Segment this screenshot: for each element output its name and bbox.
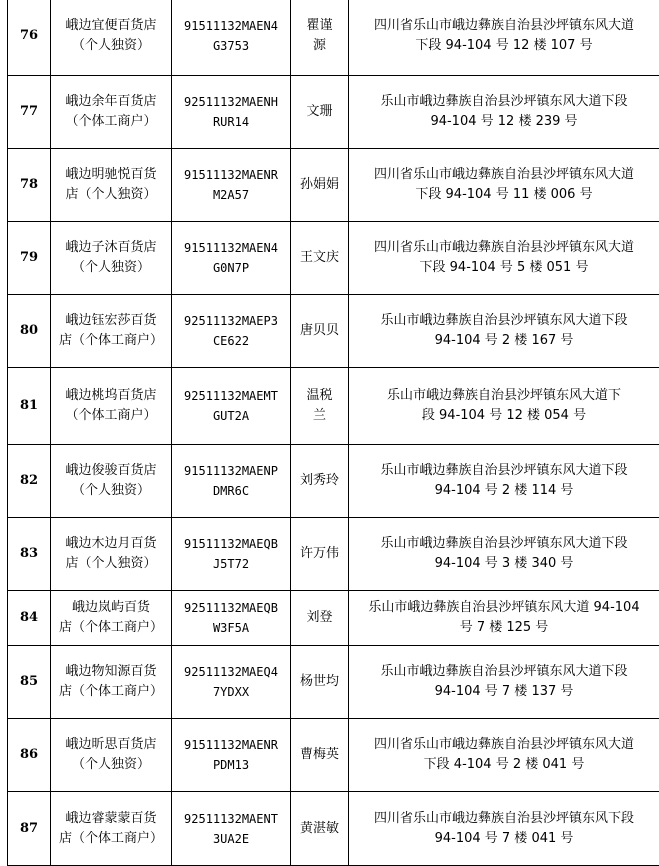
store-name <box>51 222 172 295</box>
credit-code-line: 91511132MAEN4 <box>175 16 287 36</box>
store-address-line: 四川省乐山市峨边彝族自治县沙坪镇东风大道 <box>353 238 655 258</box>
operator-name-line: 刘秀玲 <box>294 471 345 491</box>
row-number: 86 <box>8 719 51 792</box>
credit-code <box>172 646 291 719</box>
store-address-line: 四川省乐山市峨边彝族自治县沙坪镇东风大道 <box>353 16 655 36</box>
table-row <box>8 295 659 368</box>
credit-code <box>172 222 291 295</box>
store-address-line: 94-104 号 7 楼 041 号 <box>353 829 655 849</box>
credit-code-line: 91511132MAENR <box>175 735 287 755</box>
store-name-line: 峨边睿蒙蒙百货 <box>54 809 168 829</box>
store-address-line: 94-104 号 7 楼 137 号 <box>353 682 655 702</box>
credit-code-line: J5T72 <box>175 554 287 574</box>
store-name-line: （个人独资） <box>54 481 168 501</box>
operator-name <box>291 222 349 295</box>
store-name-line: 峨边岚屿百货 <box>54 598 168 618</box>
table-row <box>8 518 659 591</box>
store-address <box>349 149 659 222</box>
credit-code-line: 92511132MAEQB <box>175 598 287 618</box>
row-number: 82 <box>8 445 51 518</box>
operator-name <box>291 719 349 792</box>
store-name-line: 峨边宜便百货店 <box>54 16 168 36</box>
store-address-line: 四川省乐山市峨边彝族自治县沙坪镇东风下段 <box>353 809 655 829</box>
store-name <box>51 445 172 518</box>
credit-code <box>172 518 291 591</box>
store-address-line: 94-104 号 2 楼 167 号 <box>353 331 655 351</box>
table-row <box>8 222 659 295</box>
table-row <box>8 368 659 445</box>
store-address-line: 乐山市峨边彝族自治县沙坪镇东风大道下 <box>353 386 655 406</box>
store-address-line: 下段 4-104 号 2 楼 041 号 <box>353 755 655 775</box>
credit-code-line: 91511132MAEN4 <box>175 238 287 258</box>
store-address <box>349 76 659 149</box>
operator-name-line: 兰 <box>294 406 345 426</box>
row-number: 79 <box>8 222 51 295</box>
operator-name-line: 瞿谨 <box>294 16 345 36</box>
store-name <box>51 646 172 719</box>
credit-code-line: W3F5A <box>175 618 287 638</box>
store-name-line: 峨边昕思百货店 <box>54 735 168 755</box>
credit-code-line: G0N7P <box>175 258 287 278</box>
operator-name-line: 杨世均 <box>294 672 345 692</box>
operator-name <box>291 295 349 368</box>
store-address <box>349 792 659 866</box>
operator-name-line: 唐贝贝 <box>294 321 345 341</box>
credit-code <box>172 719 291 792</box>
credit-code-line: GUT2A <box>175 406 287 426</box>
store-address-line: 乐山市峨边彝族自治县沙坪镇东风大道下段 <box>353 662 655 682</box>
operator-name-line: 黄湛敏 <box>294 819 345 839</box>
table-row <box>8 0 659 76</box>
store-address-line: 号 7 楼 125 号 <box>353 618 655 638</box>
store-address-line: 下段 94-104 号 12 楼 107 号 <box>353 36 655 56</box>
operator-name <box>291 792 349 866</box>
row-number: 78 <box>8 149 51 222</box>
table-row <box>8 149 659 222</box>
operator-name <box>291 591 349 646</box>
store-name-line: 店（个体工商户） <box>54 682 168 702</box>
row-number: 87 <box>8 792 51 866</box>
store-address <box>349 445 659 518</box>
credit-code-line: 92511132MAENH <box>175 92 287 112</box>
store-name <box>51 149 172 222</box>
store-name-line: 店（个人独资） <box>54 185 168 205</box>
credit-code <box>172 368 291 445</box>
store-name <box>51 295 172 368</box>
operator-name-line: 文珊 <box>294 102 345 122</box>
credit-code-line: 91511132MAENR <box>175 165 287 185</box>
store-name <box>51 518 172 591</box>
table-row <box>8 76 659 149</box>
credit-code-line: 92511132MAEQ4 <box>175 662 287 682</box>
store-name-line: 峨边钰宏莎百货 <box>54 311 168 331</box>
operator-name <box>291 0 349 76</box>
store-name-line: （个体工商户） <box>54 406 168 426</box>
credit-code <box>172 76 291 149</box>
store-name <box>51 792 172 866</box>
credit-code-line: DMR6C <box>175 481 287 501</box>
operator-name-line: 源 <box>294 36 345 56</box>
credit-code <box>172 591 291 646</box>
operator-name-line: 王文庆 <box>294 248 345 268</box>
store-name <box>51 591 172 646</box>
store-name <box>51 76 172 149</box>
operator-name <box>291 445 349 518</box>
operator-name <box>291 368 349 445</box>
table-row <box>8 719 659 792</box>
store-address <box>349 0 659 76</box>
store-name-line: （个体工商户） <box>54 112 168 132</box>
store-name-line: 店（个体工商户） <box>54 618 168 638</box>
table-row <box>8 445 659 518</box>
store-name-line: （个人独资） <box>54 36 168 56</box>
credit-code-line: PDM13 <box>175 755 287 775</box>
store-name-line: 峨边物知源百货 <box>54 662 168 682</box>
store-address-line: 下段 94-104 号 11 楼 006 号 <box>353 185 655 205</box>
credit-code-line: 92511132MAEMT <box>175 386 287 406</box>
row-number: 80 <box>8 295 51 368</box>
operator-name <box>291 646 349 719</box>
store-address-line: 四川省乐山市峨边彝族自治县沙坪镇东风大道 <box>353 735 655 755</box>
credit-code-line: CE622 <box>175 331 287 351</box>
store-name-line: （个人独资） <box>54 755 168 775</box>
operator-name <box>291 76 349 149</box>
table-row <box>8 591 659 646</box>
credit-code <box>172 295 291 368</box>
credit-code-line: 91511132MAEQB <box>175 534 287 554</box>
row-number: 77 <box>8 76 51 149</box>
operator-name-line: 孙娟娟 <box>294 175 345 195</box>
credit-code-line: 91511132MAENP <box>175 461 287 481</box>
store-name-line: 峨边余年百货店 <box>54 92 168 112</box>
store-name-line: （个人独资） <box>54 258 168 278</box>
store-address <box>349 719 659 792</box>
operator-name-line: 曹梅英 <box>294 745 345 765</box>
store-name-line: 峨边明驰悦百货 <box>54 165 168 185</box>
store-address-line: 乐山市峨边彝族自治县沙坪镇东风大道下段 <box>353 92 655 112</box>
credit-code-line: M2A57 <box>175 185 287 205</box>
store-address-line: 94-104 号 12 楼 239 号 <box>353 112 655 132</box>
table-row <box>8 646 659 719</box>
store-name <box>51 0 172 76</box>
store-address-line: 乐山市峨边彝族自治县沙坪镇东风大道下段 <box>353 461 655 481</box>
store-address-line: 乐山市峨边彝族自治县沙坪镇东风大道下段 <box>353 534 655 554</box>
store-address-line: 乐山市峨边彝族自治县沙坪镇东风大道下段 <box>353 311 655 331</box>
store-address-line: 乐山市峨边彝族自治县沙坪镇东风大道 94-104 <box>353 598 655 618</box>
credit-code <box>172 445 291 518</box>
registry-table <box>7 0 659 866</box>
store-address <box>349 518 659 591</box>
store-name-line: 店（个体工商户） <box>54 331 168 351</box>
row-number: 84 <box>8 591 51 646</box>
store-name-line: 峨边俊骏百货店 <box>54 461 168 481</box>
store-name-line: 峨边桃坞百货店 <box>54 386 168 406</box>
row-number: 83 <box>8 518 51 591</box>
operator-name <box>291 518 349 591</box>
credit-code-line: 92511132MAEP3 <box>175 311 287 331</box>
store-address <box>349 591 659 646</box>
store-name <box>51 719 172 792</box>
row-number: 76 <box>8 0 51 76</box>
store-address-line: 段 94-104 号 12 楼 054 号 <box>353 406 655 426</box>
credit-code-line: 3UA2E <box>175 829 287 849</box>
credit-code <box>172 149 291 222</box>
operator-name-line: 许万伟 <box>294 544 345 564</box>
store-name-line: 峨边子沐百货店 <box>54 238 168 258</box>
store-address <box>349 222 659 295</box>
operator-name <box>291 149 349 222</box>
store-address <box>349 295 659 368</box>
operator-name-line: 温税 <box>294 386 345 406</box>
store-address-line: 94-104 号 2 楼 114 号 <box>353 481 655 501</box>
store-address-line: 四川省乐山市峨边彝族自治县沙坪镇东风大道 <box>353 165 655 185</box>
operator-name-line: 刘登 <box>294 608 345 628</box>
credit-code-line: RUR14 <box>175 112 287 132</box>
credit-code <box>172 0 291 76</box>
credit-code-line: 7YDXX <box>175 682 287 702</box>
store-name-line: 店（个人独资） <box>54 554 168 574</box>
credit-code-line: G3753 <box>175 36 287 56</box>
store-name <box>51 368 172 445</box>
row-number: 85 <box>8 646 51 719</box>
store-address-line: 下段 94-104 号 5 楼 051 号 <box>353 258 655 278</box>
store-address <box>349 646 659 719</box>
credit-code-line: 92511132MAENT <box>175 809 287 829</box>
table-row <box>8 792 659 866</box>
credit-code <box>172 792 291 866</box>
store-name-line: 店（个体工商户） <box>54 829 168 849</box>
store-address <box>349 368 659 445</box>
table-body <box>8 0 659 866</box>
store-address-line: 94-104 号 3 楼 340 号 <box>353 554 655 574</box>
store-name-line: 峨边木边月百货 <box>54 534 168 554</box>
row-number: 81 <box>8 368 51 445</box>
